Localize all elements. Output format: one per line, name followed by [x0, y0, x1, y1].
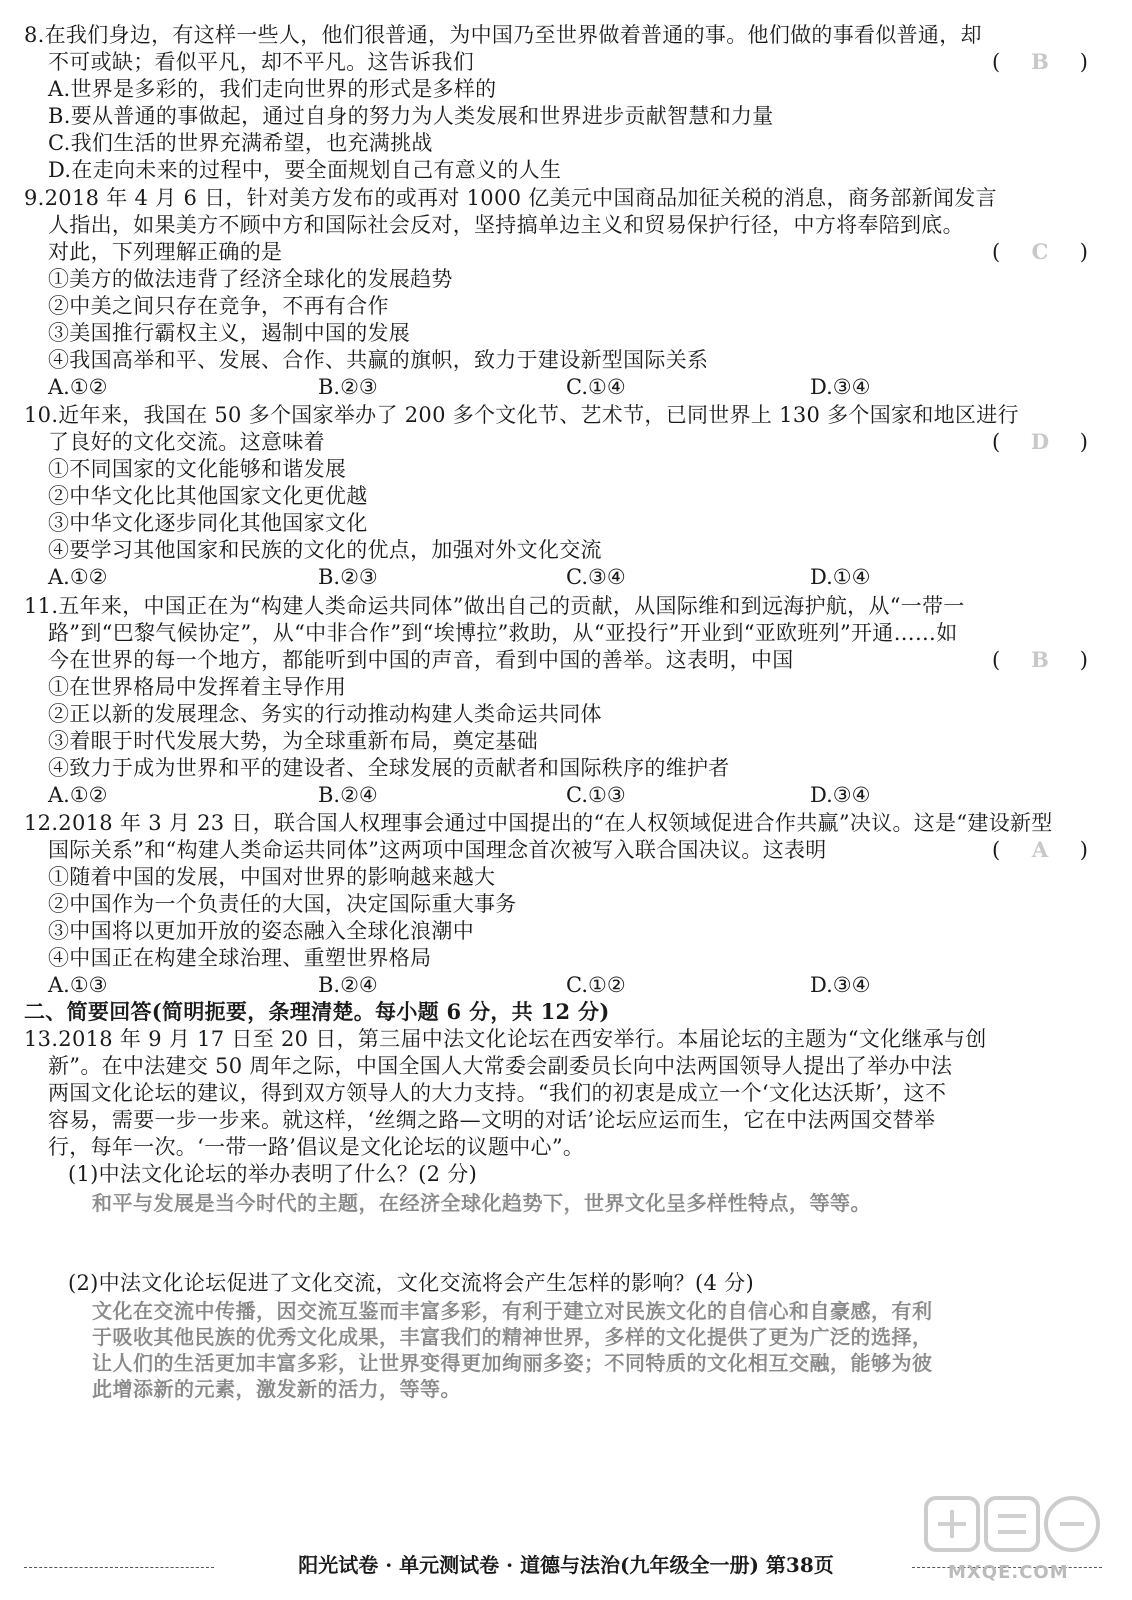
q13-sub1-question: (1)中法文化论坛的举办表明了什么？(2 分)	[68, 1162, 478, 1186]
q13-sub2-question: (2)中法文化论坛促进了文化交流，文化交流将会产生怎样的影响？(4 分)	[68, 1271, 754, 1295]
q11-statement-3: ③着眼于时代发展大势，为全球重新布局，奠定基础	[48, 729, 538, 753]
q8-stem-line-1: 8.在我们身边，有这样一些人，他们很普通，为中国乃至世界做着普通的事。他们做的事看似普通，却	[24, 23, 982, 47]
q9-choice-a: A.①②	[48, 375, 108, 399]
q13-stem-line-4: 容易，需要一步一步来。就这样，‘丝绸之路—文明的对话’论坛应运而生，它在中法两国交替举	[48, 1108, 936, 1132]
q10-choice-d: D.①④	[810, 565, 871, 589]
q11-stem-line-3: 今在世界的每一个地方，都能听到中国的声音，看到中国的善举。这表明，中国	[48, 648, 794, 672]
q9-stem-line-3: 对此，下列理解正确的是	[48, 240, 283, 264]
q9-choice-c: C.①④	[566, 375, 626, 399]
q12-answer-bracket: ( A )	[992, 837, 1088, 862]
q10-stem-line-1: 10.近年来，我国在 50 多个国家举办了 200 多个文化节、艺术节，已同世界上 130 多个国家和地区进行	[24, 403, 1019, 427]
q12-choice-b: B.②④	[318, 973, 378, 997]
q9-statement-3: ③美国推行霸权主义，遏制中国的发展	[48, 321, 411, 345]
q11-answer: B	[1031, 647, 1049, 672]
q13-stem-line-3: 两国文化论坛的建议，得到双方领导人的大力支持。“我们的初衷是成立一个‘文化达沃斯’，这不	[48, 1081, 947, 1105]
page-footer: 阳光试卷 · 单元测试卷 · 道德与法治(九年级全一册) 第38页	[298, 1553, 834, 1577]
q10-choice-a: A.①②	[48, 565, 108, 589]
q13-sub2-answer-line-4: 此增添新的元素，激发新的活力，等等。	[92, 1377, 461, 1401]
q10-statement-4: ④要学习其他国家和民族的文化的优点，加强对外文化交流	[48, 538, 602, 562]
q9-answer-bracket: ( C )	[992, 239, 1088, 264]
q8-answer: B	[1031, 49, 1049, 74]
q9-choice-b: B.②③	[318, 375, 378, 399]
q11-answer-bracket: ( B )	[992, 647, 1088, 672]
q11-choice-d: D.③④	[810, 783, 871, 807]
q9-statement-1: ①美方的做法违背了经济全球化的发展趋势	[48, 267, 453, 291]
q12-answer: A	[1031, 837, 1049, 862]
q13-sub2-answer-line-1: 文化在交流中传播，因交流互鉴而丰富多彩，有利于建立对民族文化的自信心和自豪感，有利	[92, 1299, 933, 1323]
q12-choice-c: C.①②	[566, 973, 626, 997]
q11-statement-1: ①在世界格局中发挥着主导作用	[48, 675, 347, 699]
q13-stem-line-2: 新”。在中法建交 50 周年之际，中国全国人大常委会副委员长向中法两国领导人提出了举办中法	[48, 1054, 953, 1078]
q10-answer-bracket: ( D )	[992, 429, 1088, 454]
q10-stem-line-2: 了良好的文化交流。这意味着	[48, 430, 325, 454]
q12-stem-line-1: 12.2018 年 3 月 23 日，联合国人权理事会通过中国提出的“在人权领域促进合作共赢”决议。这是“建设新型	[24, 811, 1053, 835]
watermark	[918, 1490, 1118, 1590]
q11-choice-a: A.①②	[48, 783, 108, 807]
q8-option-a: A.世界是多彩的，我们走向世界的形式是多样的	[48, 77, 497, 101]
q13-stem-line-5: 行，每年一次。‘一带一路’倡议是文化论坛的议题中心”。	[48, 1135, 585, 1159]
q10-choice-c: C.③④	[566, 565, 626, 589]
q12-stem-line-2: 国际关系”和“构建人类命运共同体”这两项中国理念首次被写入联合国决议。这表明	[48, 838, 827, 862]
q10-statement-3: ③中华文化逐步同化其他国家文化	[48, 511, 368, 535]
q12-choice-a: A.①③	[48, 973, 108, 997]
q9-statement-4: ④我国高举和平、发展、合作、共赢的旗帜，致力于建设新型国际关系	[48, 348, 709, 372]
q10-statement-1: ①不同国家的文化能够和谐发展	[48, 457, 347, 481]
q8-option-b: B.要从普通的事做起，通过自身的努力为人类发展和世界进步贡献智慧和力量	[48, 104, 774, 128]
q9-statement-2: ②中美之间只存在竞争，不再有合作	[48, 294, 389, 318]
watermark-logo-icon	[918, 1490, 1118, 1570]
q9-choice-d: D.③④	[810, 375, 871, 399]
q13-sub1-answer: 和平与发展是当今时代的主题，在经济全球化趋势下，世界文化呈多样性特点，等等。	[92, 1191, 871, 1215]
q13-sub2-answer-line-3: 让人们的生活更加丰富多彩，让世界变得更加绚丽多姿；不同特质的文化相互交融，能够为彼	[92, 1351, 933, 1375]
q10-answer: D	[1030, 429, 1050, 454]
q12-choice-d: D.③④	[810, 973, 871, 997]
q12-statement-2: ②中国作为一个负责任的大国，决定国际重大事务	[48, 892, 517, 916]
section-2-title: 二、简要回答(简明扼要，条理清楚。每小题 6 分，共 12 分)	[24, 999, 610, 1024]
q11-stem-line-1: 11.五年来，中国正在为“构建人类命运共同体”做出自己的贡献，从国际维和到远海护航，从“一带一	[24, 594, 965, 618]
q12-statement-3: ③中国将以更加开放的姿态融入全球化浪潮中	[48, 919, 474, 943]
q8-answer-bracket: ( B )	[992, 49, 1088, 74]
q10-choice-b: B.②③	[318, 565, 378, 589]
q11-statement-2: ②正以新的发展理念、务实的行动推动构建人类命运共同体	[48, 702, 602, 726]
q11-statement-4: ④致力于成为世界和平的建设者、全球发展的贡献者和国际秩序的维护者	[48, 756, 730, 780]
q9-stem-line-2: 人指出，如果美方不顾中方和国际社会反对，坚持搞单边主义和贸易保护行径，中方将奉陪到底。	[48, 213, 964, 237]
q12-statement-1: ①随着中国的发展，中国对世界的影响越来越大	[48, 865, 496, 889]
q9-answer: C	[1031, 239, 1049, 264]
q11-stem-line-2: 路”到“巴黎气候协定”，从“中非合作”到“埃博拉”救助，从“亚投行”开业到“亚欧班列”开通……如	[48, 621, 958, 645]
watermark-text: MXQE.COM	[948, 1562, 1069, 1583]
q8-option-d: D.在走向未来的过程中，要全面规划自己有意义的人生	[48, 158, 562, 182]
q8-option-c: C.我们生活的世界充满希望，也充满挑战	[48, 131, 433, 155]
q9-stem-line-1: 9.2018 年 4 月 6 日，针对美方发布的或再对 1000 亿美元中国商品加征关税的消息，商务部新闻发言	[24, 186, 997, 210]
q8-stem-line-2: 不可或缺；看似平凡，却不平凡。这告诉我们	[48, 50, 474, 74]
q11-choice-b: B.②④	[318, 783, 378, 807]
q13-sub2-answer-line-2: 于吸收其他民族的优秀文化成果，丰富我们的精神世界，多样的文化提供了更为广泛的选择，	[92, 1325, 933, 1349]
q10-statement-2: ②中华文化比其他国家文化更优越	[48, 484, 368, 508]
q11-choice-c: C.①③	[566, 783, 626, 807]
q12-statement-4: ④中国正在构建全球治理、重塑世界格局	[48, 946, 432, 970]
q13-stem-line-1: 13.2018 年 9 月 17 日至 20 日，第三届中法文化论坛在西安举行。本届论坛的主题为“文化继承与创	[24, 1027, 987, 1051]
